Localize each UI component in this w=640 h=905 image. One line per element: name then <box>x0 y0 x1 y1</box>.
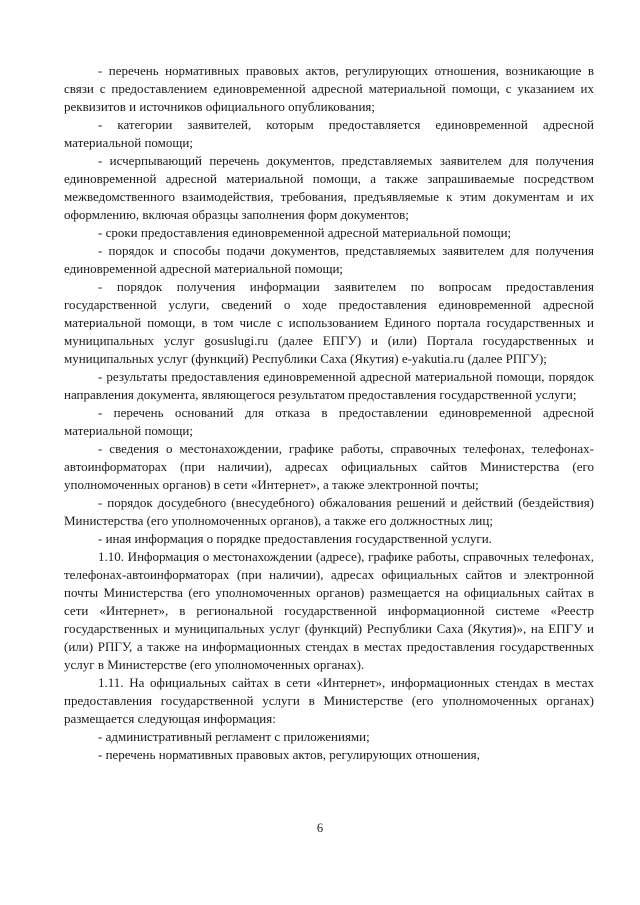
body-text <box>64 62 594 764</box>
list-item-information-procedure: - порядок получения информации заявителем по вопросам предоставления государственной услуги, сведений о ходе предоставления единовременной адресной материальной помощи, в том числе с использованием Единого портала государственных и муниципальных услуг gosuslugi.ru (далее ЕПГУ) и (или) Портала государственных и муниципальных услуг (функций) Республики Саха (Якутия) e-yakutia.ru (далее РПГУ); <box>64 279 594 366</box>
list-item-results: - результаты предоставления единовременной адресной материальной помощи, порядок направления документа, являющегося результатом предоставления государственной услуги; <box>64 369 594 402</box>
list-item-admin-regulation: - административный регламент с приложениями; <box>98 729 370 744</box>
list-item-deadlines: - сроки предоставления единовременной адресной материальной помощи; <box>98 225 512 240</box>
list-item-normative-acts: - перечень нормативных правовых актов, регулирующих отношения, возникающие в связи с предоставлением единовременной адресной материальной помощи, с указанием их реквизитов и источников официального опубликования; <box>64 63 594 114</box>
list-item-applicant-categories: - категории заявителей, которым предоставляется единовременной адресной материальной помощи; <box>64 117 594 150</box>
list-item-other-info: - иная информация о порядке предоставления государственной услуги. <box>98 531 492 546</box>
list-item-documents-list: - исчерпывающий перечень документов, представляемых заявителем для получения единовременной адресной материальной помощи, а также запрашиваемые посредством межведомственного взаимодействия, требования, предъявляемые к этим документам и их оформлению, включая образцы заполнения форм документов; <box>64 153 594 222</box>
page-number: 6 <box>316 821 324 835</box>
list-item-normative-acts-continued: - перечень нормативных правовых актов, регулирующих отношения, <box>98 747 480 762</box>
list-item-submission-methods: - порядок и способы подачи документов, представляемых заявителем для получения единовременной адресной материальной помощи; <box>64 243 594 276</box>
section-1-11: 1.11. На официальных сайтах в сети «Интернет», информационных стендах в местах предоставления государственной услуги в Министерстве (его уполномоченных органах) размещается следующая информация: <box>64 675 594 726</box>
section-1-10: 1.10. Информация о местонахождении (адресе), графике работы, справочных телефонах, телефонах-автоинформаторах (при наличии), адресах официальных сайтов и электронной почты Министерства (его уполномоченных органов) размещается на официальных сайтах в сети «Интернет», в региональной государственной информационной системе «Реестр государственных и муниципальных услуг (функций) Республики Саха (Якутия)», на ЕПГУ и (или) РПГУ, а также на информационных стендах в местах предоставления государственных услуг в Министерстве (его уполномоченных органах). <box>64 549 594 672</box>
list-item-refusal-grounds: - перечень оснований для отказа в предоставлении единовременной адресной материальной помощи; <box>64 405 594 438</box>
list-item-appeal-procedure: - порядок досудебного (внесудебного) обжалования решений и действий (бездействия) Министерства (его уполномоченных органов), а также его должностных лиц; <box>64 495 594 528</box>
list-item-contact-info: - сведения о местонахождении, графике работы, справочных телефонах, телефонах-автоинформаторах (при наличии), адресах официальных сайтов Министерства (его уполномоченных органов) в сети «Интернет», а также электронной почты; <box>64 441 594 492</box>
